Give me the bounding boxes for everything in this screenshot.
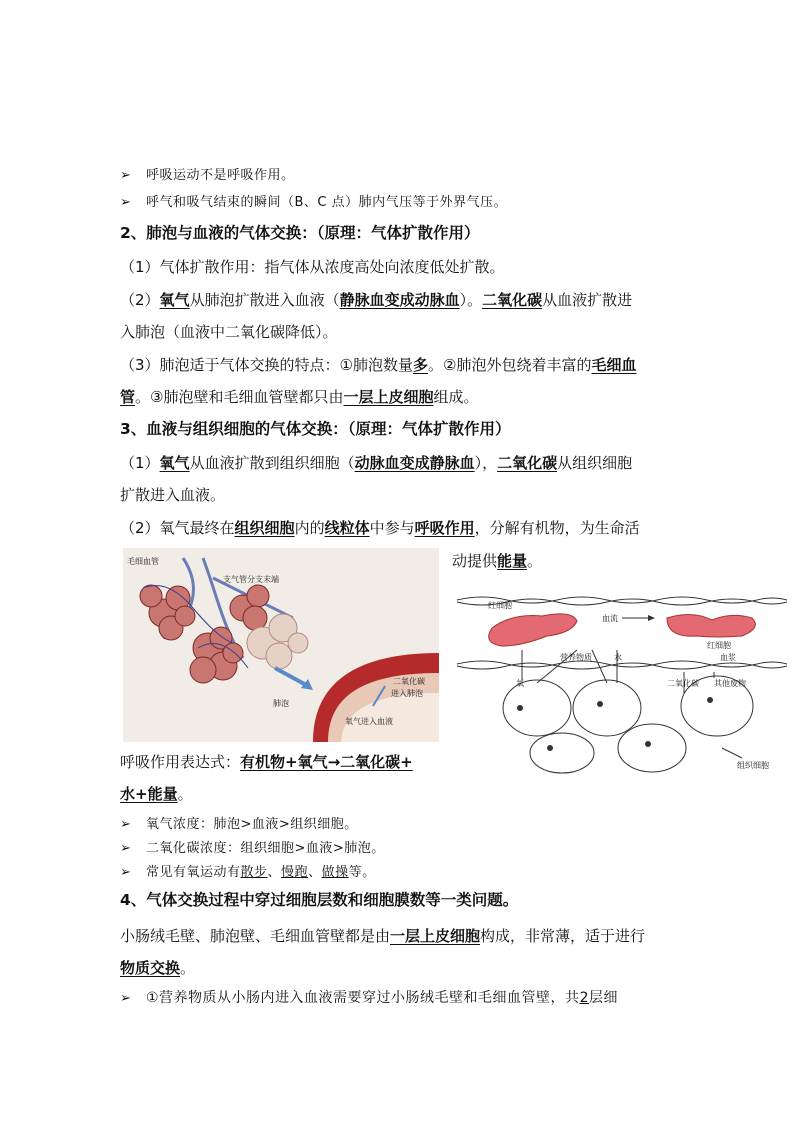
paragraph: 管。③肺泡壁和毛细血管壁都只由一层上皮细胞组成。 bbox=[120, 388, 479, 406]
paragraph: （1）氧气从血液扩散到组织细胞（动脉血变成静脉血），二氧化碳从组织细胞 bbox=[120, 454, 633, 472]
label-nutrients: 营养物质 bbox=[560, 653, 592, 662]
label-other-waste: 其他废物 bbox=[714, 679, 746, 688]
label-red-cell-right: 红细胞 bbox=[707, 641, 731, 650]
label-carbon-dioxide: 二氧化碳 bbox=[667, 679, 699, 688]
section-4-heading: 4、气体交换过程中穿过细胞层数和细胞膜数等一类问题。 bbox=[120, 891, 519, 909]
paragraph: （1）气体扩散作用：指气体从浓度高处向浓度低处扩散。 bbox=[120, 258, 505, 276]
label-capillary: 毛细血管 bbox=[127, 557, 159, 566]
bullet-line: ➢ 呼气和吸气结束的瞬间（B、C 点）肺内气压等于外界气压。 bbox=[120, 193, 507, 213]
bullet-line: ➢ 二氧化碳浓度：组织细胞>血液>肺泡。 bbox=[120, 839, 385, 859]
bullet-line: ➢ 呼吸运动不是呼吸作用。 bbox=[120, 166, 295, 186]
arrow-bullet-icon: ➢ bbox=[120, 865, 132, 880]
label-plasma: 血浆 bbox=[720, 653, 736, 662]
label-oxygen: 氧 bbox=[516, 679, 524, 688]
label-alveolus: 肺泡 bbox=[273, 699, 289, 708]
section-2-heading: 2、肺泡与血液的气体交换：（原理：气体扩散作用） bbox=[120, 224, 480, 242]
alveoli-illustration bbox=[123, 548, 439, 742]
arrow-bullet-icon: ➢ bbox=[120, 195, 132, 210]
tissue-exchange-figure bbox=[452, 588, 790, 774]
paragraph: 小肠绒毛壁、肺泡壁、毛细血管壁都是由一层上皮细胞构成，非常薄，适于进行 bbox=[120, 927, 646, 945]
formula-line: 水+能量。 bbox=[120, 785, 193, 803]
label-co2: 二氧化碳 bbox=[393, 677, 425, 686]
paragraph: （2）氧气从肺泡扩散进入血液（静脉血变成动脉血）。二氧化碳从血液扩散进 bbox=[120, 291, 633, 309]
bullet-line: ➢ 氧气浓度：肺泡>血液>组织细胞。 bbox=[120, 815, 358, 835]
label-red-cell-left: 红细胞 bbox=[488, 601, 512, 610]
paragraph: 动提供能量。 bbox=[452, 552, 543, 570]
paragraph: （3）肺泡适于气体交换的特点：①肺泡数量多。②肺泡外包绕着丰富的毛细血 bbox=[120, 356, 637, 374]
bullet-line: ➢ ①营养物质从小肠内进入血液需要穿过小肠绒毛壁和毛细血管壁，共2层细 bbox=[120, 988, 618, 1009]
tissue-exchange-diagram bbox=[452, 588, 790, 774]
paragraph: 扩散进入血液。 bbox=[120, 486, 226, 504]
arrow-bullet-icon: ➢ bbox=[120, 817, 132, 832]
arrow-bullet-icon: ➢ bbox=[120, 168, 132, 183]
paragraph: 入肺泡（血液中二氧化碳降低）。 bbox=[120, 323, 338, 341]
label-oxygen-into-blood: 氧气进入血液 bbox=[345, 717, 393, 726]
alveoli-figure bbox=[123, 548, 439, 742]
paragraph: 物质交换。 bbox=[120, 959, 196, 977]
arrow-bullet-icon: ➢ bbox=[120, 841, 132, 856]
label-water: 水 bbox=[614, 653, 622, 662]
formula-line: 呼吸作用表达式：有机物+氧气→二氧化碳+ bbox=[120, 753, 413, 771]
label-into-alveolus: 进入肺泡 bbox=[391, 689, 423, 698]
label-bronchiole-end: 支气管分支末端 bbox=[223, 575, 279, 584]
paragraph: （2）氧气最终在组织细胞内的线粒体中参与呼吸作用，分解有机物，为生命活 bbox=[120, 519, 640, 537]
label-tissue-cell: 组织细胞 bbox=[737, 761, 769, 770]
section-3-heading: 3、血液与组织细胞的气体交换：（原理：气体扩散作用） bbox=[120, 420, 511, 438]
bullet-line: ➢ 常见有氧运动有散步、慢跑、做操等。 bbox=[120, 863, 376, 883]
arrow-bullet-icon: ➢ bbox=[120, 991, 132, 1006]
label-blood-flow: 血流 bbox=[602, 614, 618, 623]
